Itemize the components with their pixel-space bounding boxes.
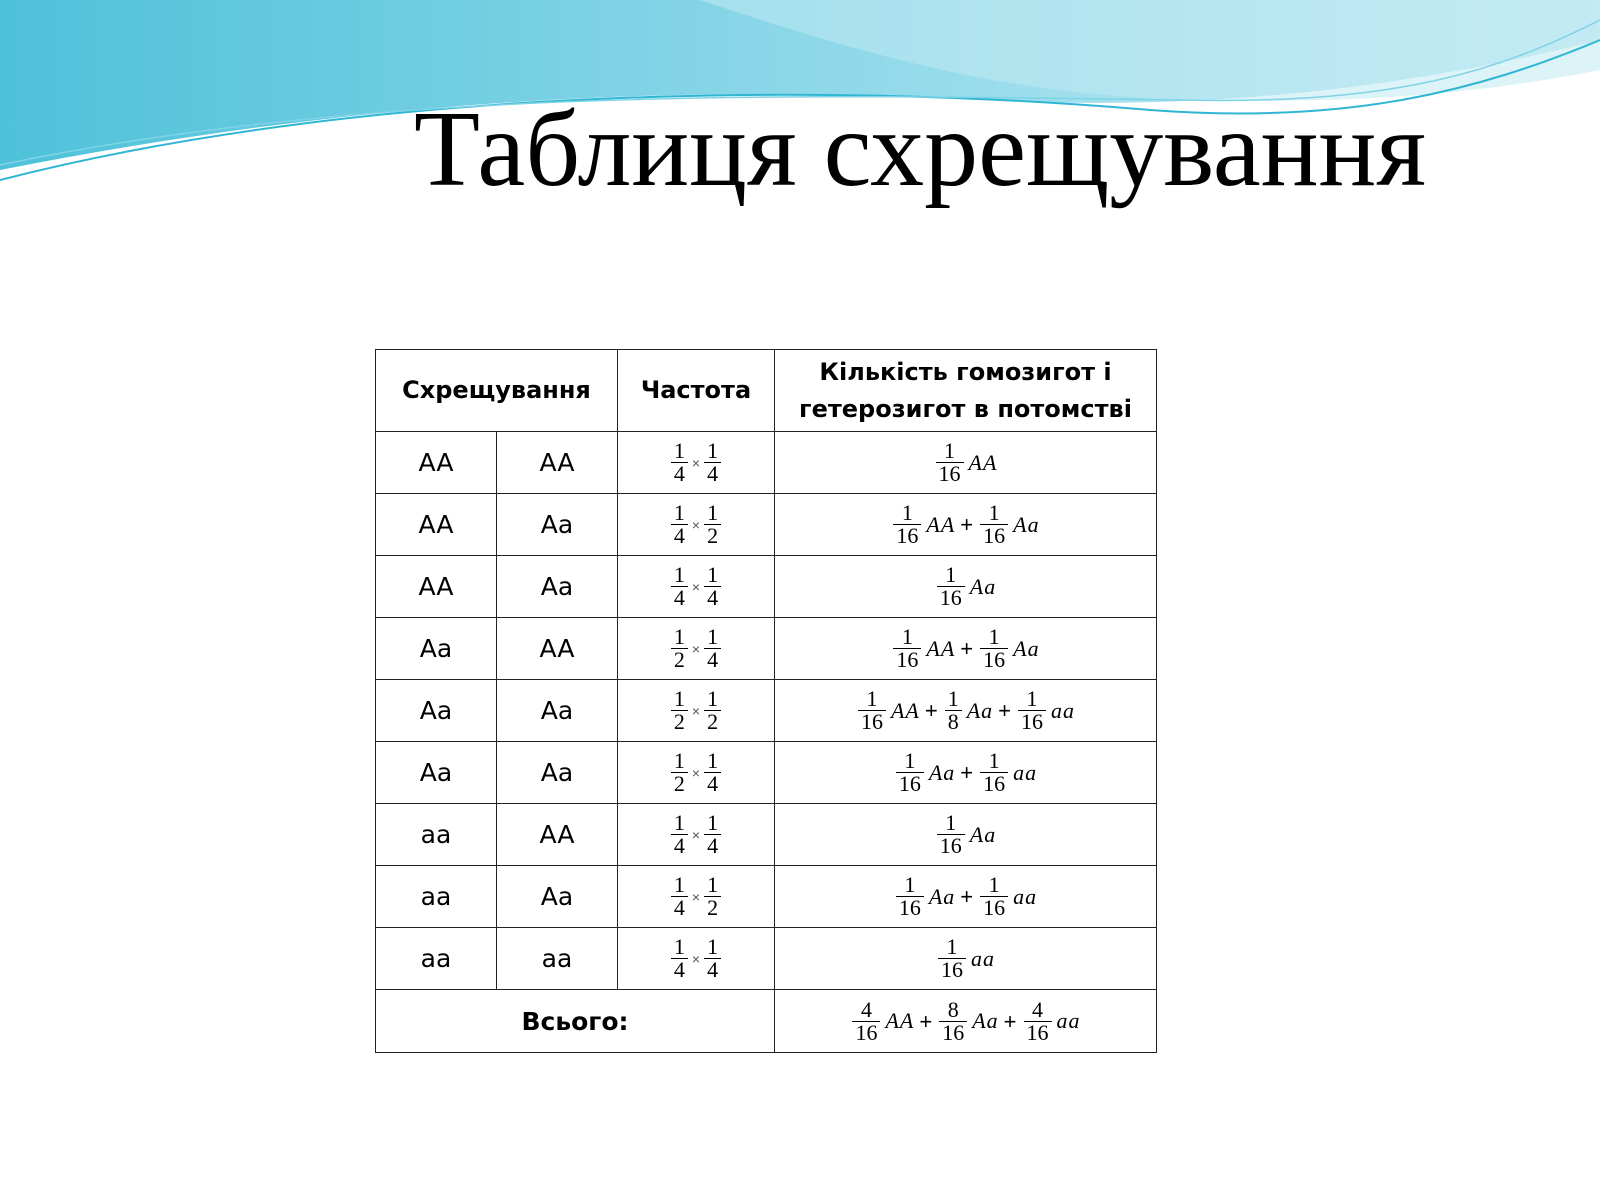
fraction-denominator: 16 — [937, 586, 965, 609]
times-operator: × — [691, 579, 701, 596]
table-row — [376, 680, 1157, 742]
fraction-denominator: 4 — [671, 524, 688, 547]
parent2-genotype: aa — [497, 928, 618, 990]
fraction — [671, 502, 688, 547]
fraction-numerator: 1 — [707, 810, 719, 835]
fraction — [980, 626, 1008, 671]
parent2-genotype: Aa — [497, 556, 618, 618]
fraction-numerator: 1 — [988, 624, 1000, 649]
parent1-genotype: Aa — [376, 742, 497, 804]
fraction-numerator: 1 — [707, 562, 719, 587]
header-offspring-line2: гетерозигот в потомстві — [799, 394, 1132, 423]
fraction-numerator: 1 — [945, 562, 957, 587]
fraction-numerator: 1 — [988, 500, 1000, 525]
fraction — [980, 874, 1008, 919]
genotype-term: Aa — [928, 759, 956, 785]
fraction-denominator: 4 — [671, 586, 688, 609]
fraction-denominator: 2 — [671, 710, 688, 733]
fraction — [671, 688, 688, 733]
times-operator: × — [691, 517, 701, 534]
genotype-term: aa — [1013, 759, 1038, 785]
fraction-denominator: 4 — [704, 772, 721, 795]
fraction-numerator: 1 — [707, 624, 719, 649]
genotype-term: Aa — [1013, 635, 1040, 661]
fraction — [704, 564, 721, 609]
parent2-genotype: Aa — [497, 680, 618, 742]
fraction — [704, 750, 721, 795]
fraction-numerator: 1 — [904, 872, 916, 897]
offspring-cell — [775, 494, 1157, 556]
fraction — [1018, 688, 1046, 733]
table-row — [376, 928, 1157, 990]
fraction-numerator: 1 — [673, 500, 685, 525]
fraction-numerator: 4 — [860, 996, 872, 1022]
genotype-term: AA — [890, 697, 920, 723]
fraction — [896, 874, 924, 919]
genotype-term: Aa — [969, 573, 997, 599]
times-operator: × — [691, 951, 701, 968]
parent2-genotype: Aa — [497, 494, 618, 556]
total-offspring — [775, 990, 1157, 1053]
parent1-genotype: aa — [376, 928, 497, 990]
times-operator: × — [691, 889, 701, 906]
times-operator: × — [691, 703, 701, 720]
fraction-numerator: 1 — [866, 686, 878, 711]
fraction-numerator: 1 — [673, 872, 685, 897]
fraction — [893, 502, 921, 547]
fraction-denominator: 16 — [1024, 1021, 1052, 1044]
fraction-denominator: 4 — [671, 958, 688, 981]
fraction-numerator: 1 — [904, 748, 916, 773]
parent2-genotype: AA — [497, 618, 618, 680]
fraction — [893, 626, 921, 671]
frequency-cell — [618, 680, 775, 742]
offspring-cell — [775, 556, 1157, 618]
times-operator: × — [691, 765, 701, 782]
fraction-denominator: 16 — [858, 710, 886, 733]
fraction-denominator: 16 — [980, 772, 1008, 795]
fraction-numerator: 1 — [673, 934, 685, 959]
table-row — [376, 742, 1157, 804]
genotype-term: aa — [971, 945, 995, 971]
fraction-denominator: 4 — [671, 462, 688, 485]
fraction-denominator: 16 — [896, 896, 924, 919]
fraction-numerator: 1 — [901, 624, 913, 649]
fraction-denominator: 2 — [704, 524, 721, 547]
fraction — [704, 440, 721, 485]
fraction — [704, 626, 721, 671]
table-row — [376, 618, 1157, 680]
offspring-cell — [775, 804, 1157, 866]
header-cross: Схрещування — [376, 350, 618, 432]
fraction — [671, 564, 688, 609]
genotype-term: Aa — [928, 883, 956, 909]
fraction-denominator: 16 — [1018, 710, 1046, 733]
frequency-cell — [618, 928, 775, 990]
parent1-genotype: AA — [376, 432, 497, 494]
fraction-denominator: 4 — [704, 834, 721, 857]
slide-title: Таблиця схрещування — [413, 90, 1427, 209]
genotype-term: AA — [885, 1008, 915, 1033]
fraction-denominator: 16 — [937, 834, 965, 857]
offspring-cell — [775, 742, 1157, 804]
parent2-genotype: Aa — [497, 866, 618, 928]
fraction-numerator: 1 — [673, 686, 685, 711]
header-offspring-line1: Кількість гомозигот і — [819, 357, 1112, 386]
fraction-denominator: 16 — [893, 648, 921, 671]
fraction — [858, 688, 886, 733]
fraction-denominator: 16 — [896, 772, 924, 795]
offspring-cell — [775, 618, 1157, 680]
parent1-genotype: aa — [376, 804, 497, 866]
plus-operator: + — [1003, 1008, 1017, 1034]
plus-operator: + — [998, 698, 1012, 724]
header-offspring — [775, 350, 1157, 432]
parent1-genotype: AA — [376, 494, 497, 556]
fraction-numerator: 1 — [673, 562, 685, 587]
fraction-numerator: 1 — [1026, 686, 1038, 711]
fraction-numerator: 1 — [946, 934, 958, 959]
fraction-numerator: 1 — [673, 624, 685, 649]
genotype-term: Aa — [966, 697, 994, 723]
fraction-numerator: 1 — [707, 686, 719, 711]
fraction-numerator: 1 — [673, 810, 685, 835]
fraction-numerator: 4 — [1032, 996, 1044, 1022]
genotype-term: Aa — [1013, 511, 1040, 537]
fraction-denominator: 16 — [939, 1021, 967, 1044]
fraction — [704, 936, 721, 981]
frequency-cell — [618, 494, 775, 556]
fraction-denominator: 16 — [980, 896, 1008, 919]
table-row — [376, 556, 1157, 618]
fraction-denominator: 8 — [945, 710, 962, 733]
times-operator: × — [691, 455, 701, 472]
fraction-numerator: 1 — [947, 686, 959, 711]
fraction — [939, 996, 967, 1045]
fraction — [671, 936, 688, 981]
plus-operator: + — [919, 1008, 933, 1034]
table-row — [376, 866, 1157, 928]
fraction-denominator: 16 — [893, 524, 921, 547]
fraction-numerator: 1 — [673, 748, 685, 773]
fraction-denominator: 16 — [980, 524, 1008, 547]
genotype-term: aa — [1056, 1008, 1081, 1033]
genotype-term: aa — [1013, 883, 1038, 909]
fraction — [671, 750, 688, 795]
fraction-denominator: 4 — [671, 834, 688, 857]
header-row — [376, 350, 1157, 432]
fraction-numerator: 1 — [673, 438, 685, 463]
fraction-denominator: 16 — [938, 958, 966, 981]
fraction-denominator: 16 — [852, 1021, 880, 1044]
fraction — [704, 874, 721, 919]
fraction — [1024, 996, 1052, 1045]
fraction-denominator: 2 — [671, 648, 688, 671]
fraction — [938, 936, 966, 981]
frequency-cell — [618, 804, 775, 866]
table-row — [376, 494, 1157, 556]
frequency-cell — [618, 556, 775, 618]
plus-operator: + — [924, 698, 938, 724]
genotype-term: aa — [1051, 697, 1076, 723]
fraction-denominator: 4 — [704, 586, 721, 609]
fraction-numerator: 1 — [707, 748, 719, 773]
fraction-numerator: 1 — [707, 934, 719, 959]
fraction-numerator: 1 — [988, 748, 1000, 773]
fraction-denominator: 2 — [704, 710, 721, 733]
parent1-genotype: aa — [376, 866, 497, 928]
fraction-denominator: 4 — [671, 896, 688, 919]
fraction — [704, 812, 721, 857]
fraction-denominator: 16 — [936, 462, 964, 485]
frequency-cell — [618, 742, 775, 804]
plus-operator: + — [960, 636, 974, 662]
fraction — [937, 564, 965, 609]
fraction — [671, 874, 688, 919]
frequency-cell — [618, 866, 775, 928]
fraction-denominator: 4 — [704, 462, 721, 485]
fraction-numerator: 8 — [947, 996, 959, 1022]
fraction — [704, 502, 721, 547]
parent2-genotype: AA — [497, 804, 618, 866]
fraction — [980, 750, 1008, 795]
parent2-genotype: AA — [497, 432, 618, 494]
fraction — [896, 750, 924, 795]
plus-operator: + — [960, 884, 974, 910]
times-operator: × — [691, 641, 701, 658]
genotype-term: Aa — [969, 821, 997, 847]
fraction — [852, 996, 880, 1045]
table-row — [376, 804, 1157, 866]
fraction — [671, 440, 688, 485]
total-label: Всього: — [376, 990, 775, 1053]
fraction-numerator: 1 — [707, 872, 719, 897]
offspring-cell — [775, 680, 1157, 742]
total-row — [376, 990, 1157, 1053]
genotype-term: AA — [926, 511, 956, 537]
fraction — [937, 812, 965, 857]
fraction — [980, 502, 1008, 547]
fraction-numerator: 1 — [988, 872, 1000, 897]
fraction-denominator: 16 — [980, 648, 1008, 671]
offspring-cell — [775, 432, 1157, 494]
genotype-term: AA — [926, 635, 956, 661]
fraction-denominator: 4 — [704, 958, 721, 981]
fraction — [671, 812, 688, 857]
fraction-numerator: 1 — [944, 438, 956, 463]
parent1-genotype: Aa — [376, 618, 497, 680]
offspring-cell — [775, 866, 1157, 928]
parent1-genotype: Aa — [376, 680, 497, 742]
plus-operator: + — [960, 512, 974, 538]
fraction — [936, 440, 964, 485]
table-row — [376, 432, 1157, 494]
frequency-cell — [618, 618, 775, 680]
offspring-cell — [775, 928, 1157, 990]
fraction-numerator: 1 — [707, 438, 719, 463]
fraction-denominator: 4 — [704, 648, 721, 671]
parent1-genotype: AA — [376, 556, 497, 618]
times-operator: × — [691, 827, 701, 844]
cross-table — [375, 349, 1157, 1053]
fraction — [671, 626, 688, 671]
plus-operator: + — [960, 760, 974, 786]
genotype-term: AA — [968, 449, 998, 475]
fraction-numerator: 1 — [707, 500, 719, 525]
frequency-cell — [618, 432, 775, 494]
fraction — [704, 688, 721, 733]
fraction — [945, 688, 962, 733]
fraction-numerator: 1 — [901, 500, 913, 525]
fraction-denominator: 2 — [671, 772, 688, 795]
header-frequency: Частота — [618, 350, 775, 432]
fraction-numerator: 1 — [945, 810, 957, 835]
genotype-term: Aa — [972, 1008, 999, 1033]
fraction-denominator: 2 — [704, 896, 721, 919]
parent2-genotype: Aa — [497, 742, 618, 804]
